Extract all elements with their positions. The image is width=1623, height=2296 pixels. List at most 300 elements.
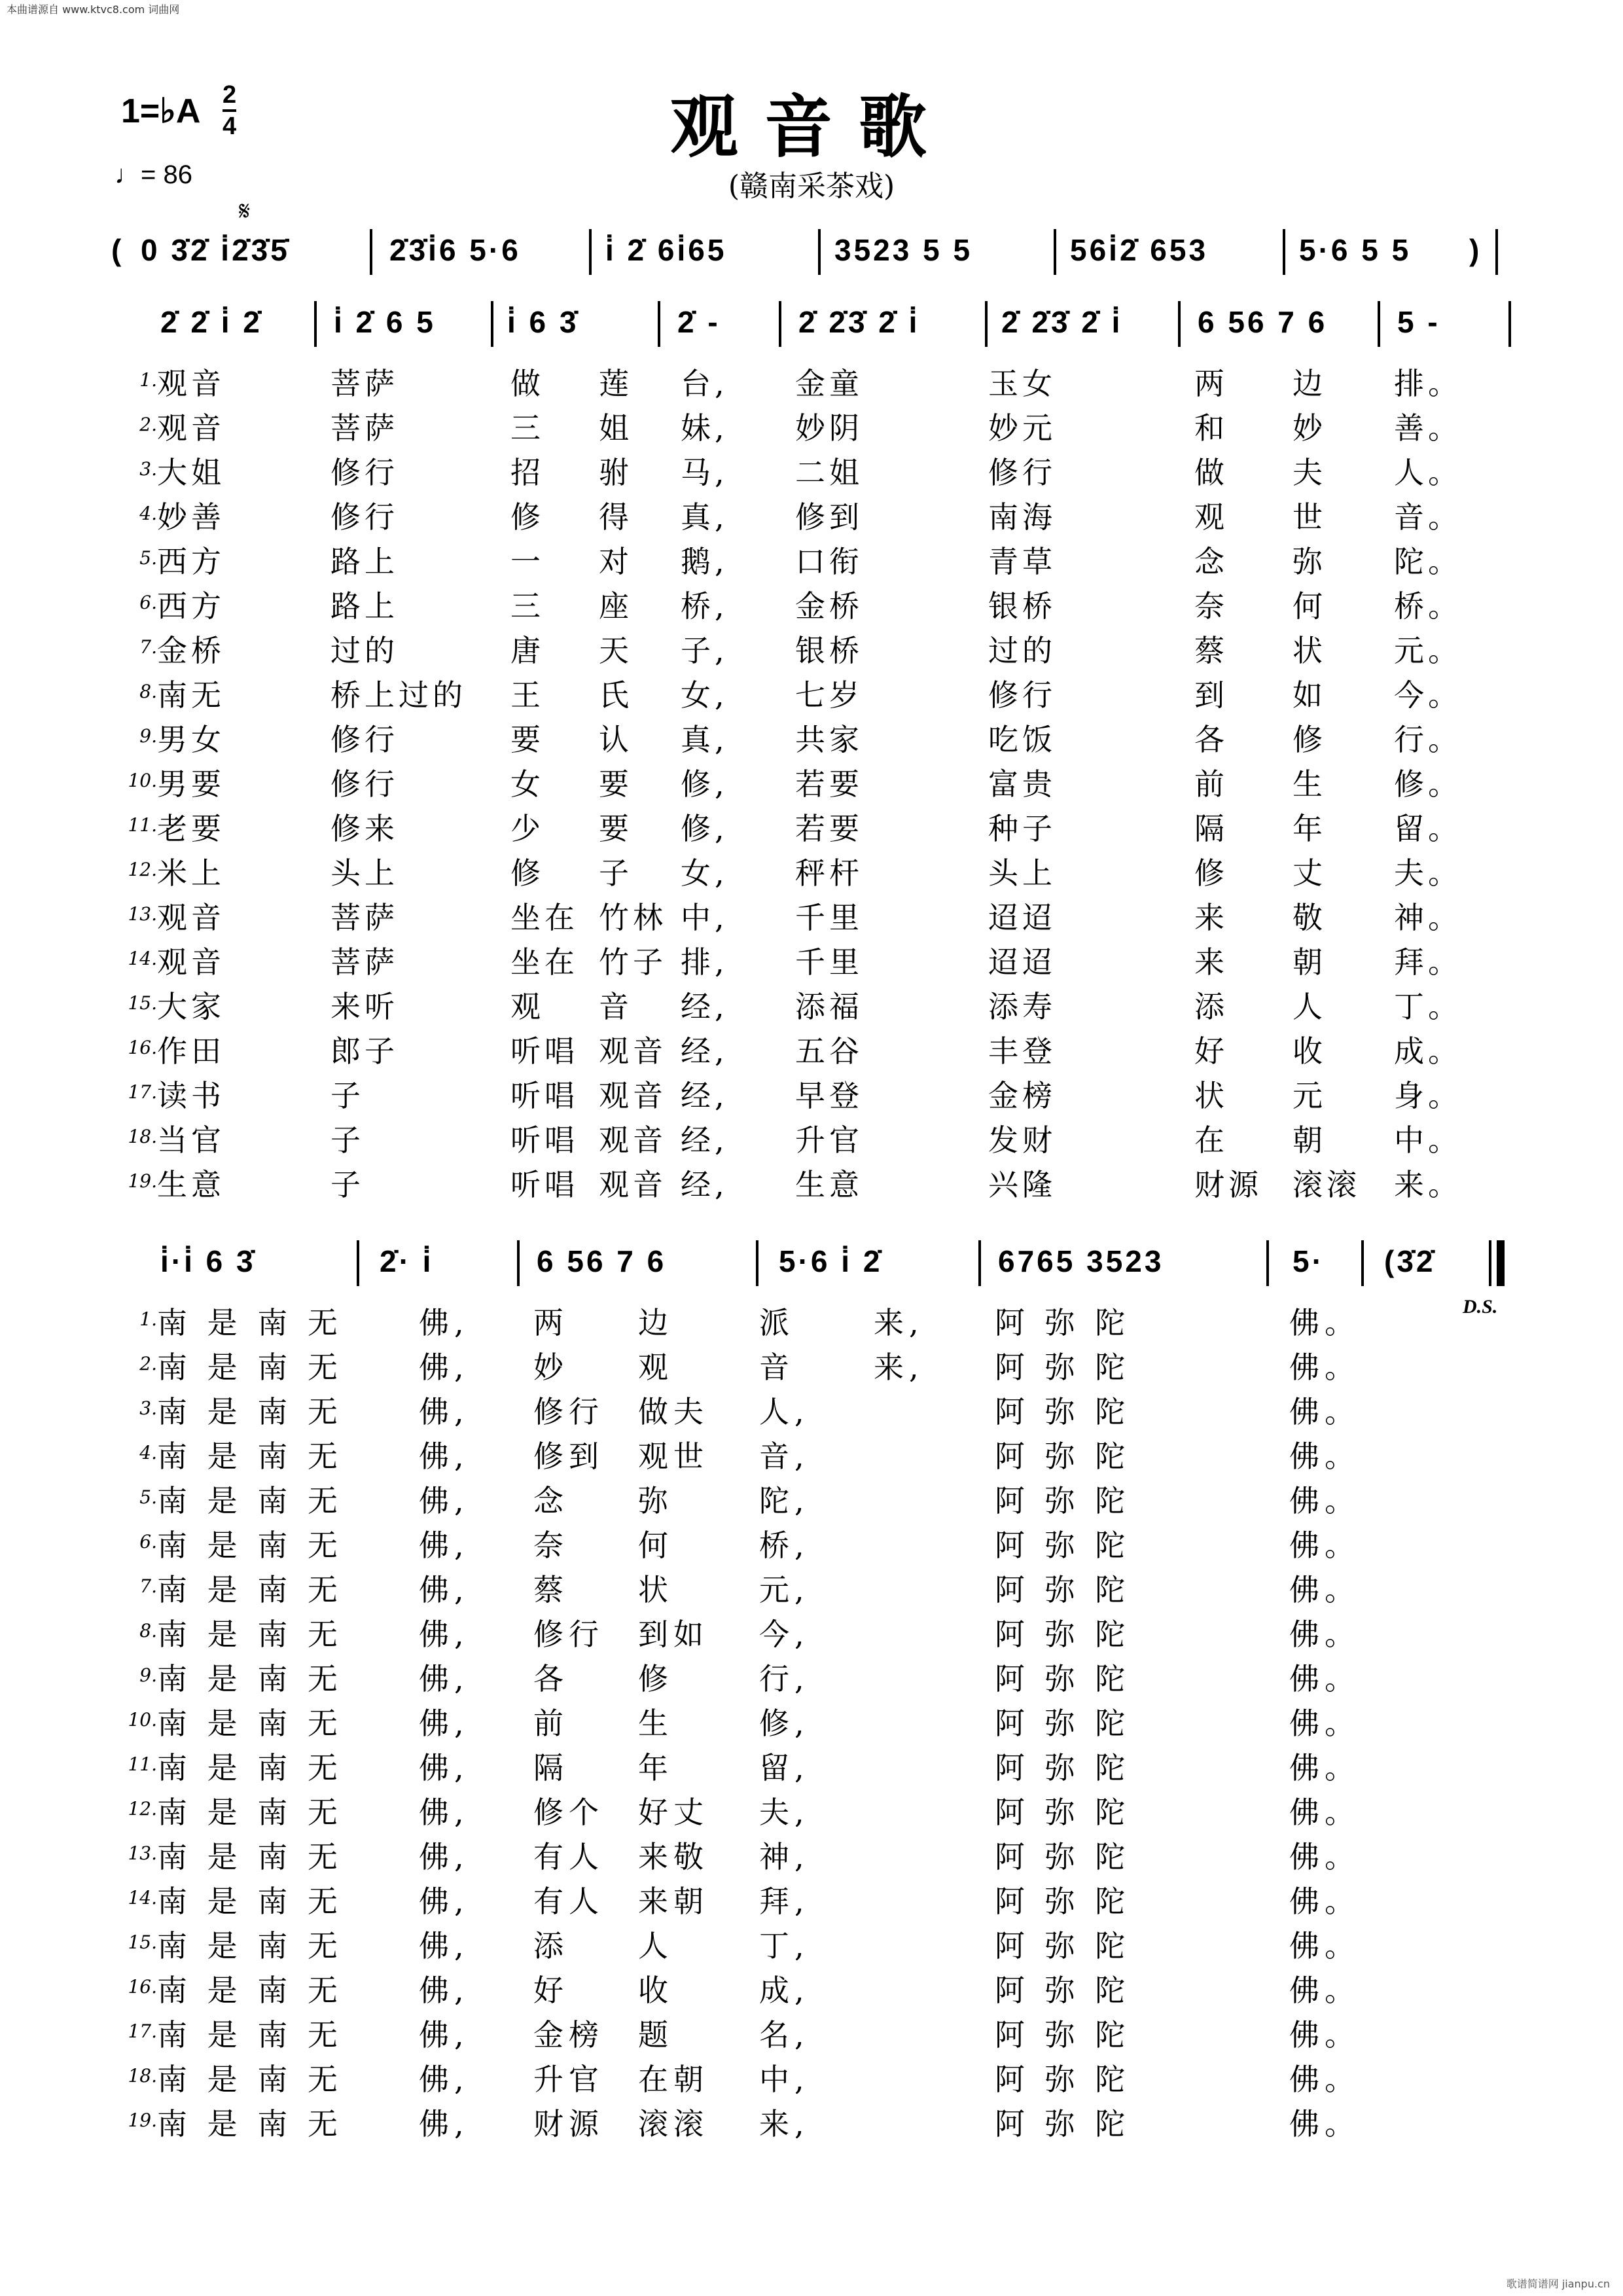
verse-barline bbox=[491, 301, 493, 347]
key-signature: 1=♭A bbox=[121, 92, 201, 130]
chorus-number: 18. bbox=[128, 2065, 157, 2087]
chorus-lyric-cell: 修 bbox=[638, 1661, 673, 1696]
verse-lyric-cell: 拜。 bbox=[1394, 944, 1462, 980]
chorus-lyric-cell: 南 是 南 无 bbox=[157, 1750, 343, 1785]
chorus-melody-bar-6: 5· bbox=[1293, 1244, 1325, 1278]
chorus-lyric-cell: 添 bbox=[533, 1928, 569, 1964]
chorus-lyric-cell: 人, bbox=[759, 1394, 810, 1429]
chorus-lyric-cell: 名, bbox=[759, 2017, 810, 2053]
chorus-lyric-cell: 南 是 南 无 bbox=[157, 1973, 343, 2008]
verse-lyric-cell: 来 bbox=[1194, 944, 1228, 980]
verse-lyric-cell: 修行 bbox=[988, 455, 1056, 490]
intro-bar-1: 0 3̇2̇ i̇2̇3̇5̇ bbox=[141, 233, 290, 267]
chorus-number: 7. bbox=[139, 1575, 157, 1597]
chorus-number: 6. bbox=[139, 1531, 157, 1552]
chorus-lyric-cell: 今, bbox=[759, 1617, 810, 1652]
chorus-lyric-cell: 佛, bbox=[419, 1350, 469, 1385]
chorus-lyric-cell: 阿 弥 陀 bbox=[995, 1394, 1131, 1429]
chorus-melody-bar-7: (3̇2̇ bbox=[1384, 1244, 1436, 1278]
verse-lyric-cell: 经, bbox=[681, 1033, 728, 1069]
chorus-lyric-cell: 佛。 bbox=[1289, 1528, 1360, 1563]
verse-lyric-cell: 口衔 bbox=[795, 544, 863, 579]
verse-lyric-cell: 修, bbox=[681, 766, 728, 802]
verse-lyric-cell: 如 bbox=[1293, 677, 1327, 713]
verse-lyric-cell: 银桥 bbox=[988, 588, 1056, 624]
verse-lyric-cell: 三 bbox=[510, 410, 544, 446]
verse-lyric-cell: 过的 bbox=[330, 633, 399, 668]
verse-lyric-cell: 观音 bbox=[599, 1167, 667, 1202]
chorus-lyric-cell: 南 是 南 无 bbox=[157, 1661, 343, 1696]
verse-melody-bar-8: 5 - bbox=[1397, 305, 1440, 339]
verse-lyric-cell: 人。 bbox=[1394, 455, 1462, 490]
verse-lyric-cell: 年 bbox=[1293, 811, 1327, 846]
verse-lyric-cell: 女, bbox=[681, 855, 728, 891]
verse-number: 5. bbox=[139, 547, 157, 569]
intro-notation bbox=[0, 232, 1623, 291]
chorus-lyric-cell: 修行 bbox=[533, 1394, 604, 1429]
verse-number: 13. bbox=[128, 903, 157, 925]
verse-lyric-cell: 观音 bbox=[599, 1078, 667, 1113]
chorus-lyric-cell: 佛, bbox=[419, 2017, 469, 2053]
verse-lyric-cell: 玉女 bbox=[988, 366, 1056, 401]
chorus-number: 8. bbox=[139, 1620, 157, 1641]
verse-lyric-cell: 银桥 bbox=[795, 633, 863, 668]
verse-lyric-cell: 世 bbox=[1293, 499, 1327, 535]
verse-lyric-cell: 排。 bbox=[1394, 366, 1462, 401]
chorus-lyric-cell: 南 是 南 无 bbox=[157, 1839, 343, 1874]
verse-lyric-cell: 做 bbox=[1194, 455, 1228, 490]
verse-lyric-cell: 子 bbox=[330, 1122, 365, 1158]
verse-lyric-cell: 状 bbox=[1293, 633, 1327, 668]
verse-lyric-cell: 成。 bbox=[1394, 1033, 1462, 1069]
verse-lyric-cell: 丰登 bbox=[988, 1033, 1056, 1069]
verse-lyric-cell: 男女 bbox=[157, 722, 225, 757]
verse-lyric-cell: 坐在 bbox=[510, 944, 579, 980]
verse-lyric-cell: 金榜 bbox=[988, 1078, 1056, 1113]
verse-lyric-cell: 妙 bbox=[1293, 410, 1327, 446]
verse-lyric-cell: 莲 bbox=[599, 366, 633, 401]
verse-lyric-cell: 菩萨 bbox=[330, 410, 399, 446]
chorus-lyric-cell: 阿 弥 陀 bbox=[995, 1706, 1131, 1741]
chorus-lyric-cell: 修行 bbox=[533, 1617, 604, 1652]
verse-lyric-cell: 共家 bbox=[795, 722, 863, 757]
verse-lyric-cell: 朝 bbox=[1293, 944, 1327, 980]
verse-lyric-cell: 听唱 bbox=[510, 1078, 579, 1113]
chorus-number: 2. bbox=[139, 1353, 157, 1374]
chorus-lyric-cell: 丁, bbox=[759, 1928, 810, 1964]
verse-lyric-cell: 大姐 bbox=[157, 455, 225, 490]
verse-lyric-cell: 修。 bbox=[1394, 766, 1462, 802]
verse-melody-bar-7: 6 56 7 6 bbox=[1198, 305, 1328, 339]
chorus-lyric-cell: 佛, bbox=[419, 1305, 469, 1340]
verse-lyric-cell: 修行 bbox=[330, 722, 399, 757]
chorus-number: 10. bbox=[128, 1709, 157, 1731]
verse-lyric-cell: 竹子 bbox=[599, 944, 667, 980]
verse-lyric-cell: 少 bbox=[510, 811, 544, 846]
verse-lyric-cell: 丈 bbox=[1293, 855, 1327, 891]
chorus-melody-bar-2: 2̇· i̇ bbox=[380, 1244, 434, 1278]
chorus-barline bbox=[756, 1240, 758, 1286]
verse-lyric-cell: 西方 bbox=[157, 588, 225, 624]
verse-lyric-cell: 观音 bbox=[599, 1033, 667, 1069]
chorus-lyric-cell: 南 是 南 无 bbox=[157, 2017, 343, 2053]
verse-number: 18. bbox=[128, 1126, 157, 1147]
chorus-melody-bar-3: 6 56 7 6 bbox=[537, 1244, 667, 1278]
verse-lyric-cell: 和 bbox=[1194, 410, 1228, 446]
chorus-lyric-cell: 南 是 南 无 bbox=[157, 1394, 343, 1429]
chorus-lyric-cell: 来朝 bbox=[638, 1884, 709, 1919]
verse-lyric-cell: 观音 bbox=[157, 944, 225, 980]
chorus-lyric-cell: 南 是 南 无 bbox=[157, 1528, 343, 1563]
verse-lyric-cell: 生 bbox=[1293, 766, 1327, 802]
intro-bar-5: 56i̇2̇ 653 bbox=[1070, 233, 1209, 267]
verse-lyric-cell: 南无 bbox=[157, 677, 225, 713]
verse-lyric-cell: 作田 bbox=[157, 1033, 225, 1069]
verse-lyric-cell: 迢迢 bbox=[988, 944, 1056, 980]
chorus-lyric-cell: 南 是 南 无 bbox=[157, 1706, 343, 1741]
verse-lyric-cell: 来。 bbox=[1394, 1167, 1462, 1202]
verse-lyric-cell: 排, bbox=[681, 944, 728, 980]
verse-lyric-cell: 兴隆 bbox=[988, 1167, 1056, 1202]
verse-lyric-cell: 要 bbox=[510, 722, 544, 757]
verse-barline bbox=[985, 301, 988, 347]
intro-barline bbox=[370, 229, 372, 275]
chorus-lyric-cell: 神, bbox=[759, 1839, 810, 1874]
verse-lyric-cell: 西方 bbox=[157, 544, 225, 579]
verse-lyric-cell: 菩萨 bbox=[330, 366, 399, 401]
chorus-lyric-cell: 佛, bbox=[419, 1617, 469, 1652]
verse-lyric-cell: 弥 bbox=[1293, 544, 1327, 579]
chorus-lyric-cell: 何 bbox=[638, 1528, 673, 1563]
verse-lyric-cell: 金桥 bbox=[795, 588, 863, 624]
chorus-lyric-cell: 念 bbox=[533, 1483, 569, 1518]
verse-lyric-cell: 做 bbox=[510, 366, 544, 401]
verse-lyric-cell: 两 bbox=[1194, 366, 1228, 401]
chorus-lyric-cell: 来敬 bbox=[638, 1839, 709, 1874]
segno-sign: 𝄋 bbox=[239, 196, 251, 226]
chorus-lyric-cell: 金榜 bbox=[533, 2017, 604, 2053]
verse-lyric-cell: 金桥 bbox=[157, 633, 225, 668]
chorus-lyric-cell: 阿 弥 陀 bbox=[995, 1305, 1131, 1340]
verse-lyric-cell: 经, bbox=[681, 989, 728, 1024]
verse-lyric-cell: 何 bbox=[1293, 588, 1327, 624]
verse-barline bbox=[314, 301, 317, 347]
verse-number: 7. bbox=[139, 636, 157, 658]
chorus-lyric-cell: 各 bbox=[533, 1661, 569, 1696]
verse-lyric-cell: 生意 bbox=[795, 1167, 863, 1202]
verse-number: 15. bbox=[128, 992, 157, 1014]
verse-lyric-cell: 富贵 bbox=[988, 766, 1056, 802]
verse-lyric-cell: 读书 bbox=[157, 1078, 225, 1113]
verse-lyric-cell: 三 bbox=[510, 588, 544, 624]
verse-lyric-cell: 听唱 bbox=[510, 1033, 579, 1069]
verse-lyric-cell: 男要 bbox=[157, 766, 225, 802]
verse-lyric-cell: 菩萨 bbox=[330, 944, 399, 980]
chorus-lyric-cell: 妙 bbox=[533, 1350, 569, 1385]
chorus-lyric-cell: 桥, bbox=[759, 1528, 810, 1563]
intro-bar-3: i̇ 2̇ 6i̇65 bbox=[605, 233, 727, 267]
verse-lyric-cell: 千里 bbox=[795, 944, 863, 980]
verse-melody-bar-2: i̇ 2̇ 6 5 bbox=[334, 305, 436, 339]
verse-lyric-cell: 来听 bbox=[330, 989, 399, 1024]
verse-lyric-cell: 留。 bbox=[1394, 811, 1462, 846]
verse-lyric-cell: 女 bbox=[510, 766, 544, 802]
intro-open-paren: ( bbox=[111, 233, 124, 267]
chorus-lyric-cell: 观 bbox=[638, 1350, 673, 1385]
intro-bar-2: 2̇3̇i̇6 5·6 bbox=[389, 233, 521, 267]
chorus-lyric-cell: 音 bbox=[759, 1350, 794, 1385]
verse-lyric-cell: 当官 bbox=[157, 1122, 225, 1158]
verse-lyric-cell: 修行 bbox=[330, 499, 399, 535]
verse-lyric-cell: 财源 bbox=[1194, 1167, 1262, 1202]
verse-lyric-cell: 米上 bbox=[157, 855, 225, 891]
meter-top: 2 bbox=[223, 81, 237, 109]
intro-barline bbox=[818, 229, 821, 275]
verse-lyric-cell: 子 bbox=[599, 855, 633, 891]
chorus-lyric-cell: 生 bbox=[638, 1706, 673, 1741]
verse-lyric-cell: 修 bbox=[1194, 855, 1228, 891]
verse-lyric-cell: 元 bbox=[1293, 1078, 1327, 1113]
chorus-lyric-cell: 状 bbox=[638, 1572, 673, 1607]
footer-note: 歌谱简谱网 jianpu.cn bbox=[1506, 2278, 1610, 2290]
verse-lyric-cell: 观音 bbox=[157, 366, 225, 401]
chorus-lyric-cell: 边 bbox=[638, 1305, 673, 1340]
verse-lyric-cell: 修, bbox=[681, 811, 728, 846]
verse-lyric-cell: 中。 bbox=[1394, 1122, 1462, 1158]
chorus-lyric-cell: 佛, bbox=[419, 1750, 469, 1785]
chorus-lyric-cell: 年 bbox=[638, 1750, 673, 1785]
verse-melody-bar-3: i̇ 6 3̇ bbox=[507, 305, 579, 339]
verse-lyric-cell: 修行 bbox=[330, 766, 399, 802]
chorus-lyric-cell: 佛。 bbox=[1289, 1795, 1360, 1830]
verse-lyric-cell: 二姐 bbox=[795, 455, 863, 490]
verse-lyric-cell: 七岁 bbox=[795, 677, 863, 713]
chorus-barline bbox=[1266, 1240, 1269, 1286]
verse-lyric-cell: 神。 bbox=[1394, 900, 1462, 935]
chorus-lyric-cell: 好 bbox=[533, 1973, 569, 2008]
chorus-lyric-cell: 阿 弥 陀 bbox=[995, 2062, 1131, 2097]
verse-lyric-cell: 生意 bbox=[157, 1167, 225, 1202]
final-barline-thick bbox=[1497, 1240, 1505, 1286]
chorus-lyric-cell: 南 是 南 无 bbox=[157, 1439, 343, 1474]
chorus-melody-bar-5: 6765 3523 bbox=[998, 1244, 1164, 1278]
chorus-lyric-cell: 两 bbox=[533, 1305, 569, 1340]
intro-barline bbox=[589, 229, 592, 275]
verse-number: 16. bbox=[128, 1037, 157, 1058]
verse-lyric-cell: 竹林 bbox=[599, 900, 667, 935]
verse-lyric-cell: 观音 bbox=[157, 900, 225, 935]
verse-lyric-cell: 陀。 bbox=[1394, 544, 1462, 579]
verse-lyric-cell: 招 bbox=[510, 455, 544, 490]
verse-lyric-cell: 坐在 bbox=[510, 900, 579, 935]
chorus-lyric-cell: 收 bbox=[638, 1973, 673, 2008]
verse-lyric-cell: 郎子 bbox=[330, 1033, 399, 1069]
verse-lyric-cell: 子, bbox=[681, 633, 728, 668]
verse-lyric-cell: 收 bbox=[1293, 1033, 1327, 1069]
verse-lyric-cell: 桥。 bbox=[1394, 588, 1462, 624]
chorus-lyric-cell: 佛, bbox=[419, 1572, 469, 1607]
chorus-lyric-cell: 佛。 bbox=[1289, 2062, 1360, 2097]
chorus-lyric-cell: 佛。 bbox=[1289, 1617, 1360, 1652]
verse-lyric-cell: 人 bbox=[1293, 989, 1327, 1024]
verse-lyric-cell: 菩萨 bbox=[330, 900, 399, 935]
intro-barline bbox=[1054, 229, 1056, 275]
verse-lyric-cell: 千里 bbox=[795, 900, 863, 935]
verse-lyric-cell: 听唱 bbox=[510, 1167, 579, 1202]
chorus-lyric-cell: 题 bbox=[638, 2017, 673, 2053]
chorus-lyric-cell: 南 是 南 无 bbox=[157, 1483, 343, 1518]
verse-lyric-cell: 秤杆 bbox=[795, 855, 863, 891]
chorus-melody bbox=[0, 1244, 1623, 1318]
verse-lyric-cell: 升官 bbox=[795, 1122, 863, 1158]
chorus-lyric-cell: 人 bbox=[638, 1928, 673, 1964]
chorus-lyric-cell: 阿 弥 陀 bbox=[995, 1795, 1131, 1830]
chorus-lyric-cell: 陀, bbox=[759, 1483, 810, 1518]
verse-lyric-cell: 观 bbox=[1194, 499, 1228, 535]
chorus-lyric-cell: 南 是 南 无 bbox=[157, 1572, 343, 1607]
chorus-lyric-cell: 财源 bbox=[533, 2106, 604, 2142]
chorus-lyric-cell: 好丈 bbox=[638, 1795, 709, 1830]
verse-lyric-cell: 要 bbox=[599, 811, 633, 846]
verse-lyric-cell: 女, bbox=[681, 677, 728, 713]
verse-lyric-cell: 敬 bbox=[1293, 900, 1327, 935]
verse-lyric-cell: 中, bbox=[681, 900, 728, 935]
verse-lyric-cell: 观音 bbox=[157, 410, 225, 446]
verse-lyric-cell: 金童 bbox=[795, 366, 863, 401]
chorus-lyric-cell: 佛。 bbox=[1289, 1305, 1360, 1340]
verse-lyric-cell: 桥, bbox=[681, 588, 728, 624]
chorus-lyric-cell: 南 是 南 无 bbox=[157, 1305, 343, 1340]
chorus-melody-bar-1: i̇·i̇ 6 3̇ bbox=[160, 1244, 256, 1278]
verse-lyric-cell: 一 bbox=[510, 544, 544, 579]
verse-lyric-cell: 子 bbox=[330, 1078, 365, 1113]
chorus-lyric-cell: 阿 弥 陀 bbox=[995, 1973, 1131, 2008]
verse-melody-bar-6: 2̇ 2̇3̇ 2̇ i̇ bbox=[1001, 305, 1123, 339]
chorus-lyric-cell: 滚滚 bbox=[638, 2106, 709, 2142]
chorus-lyric-cell: 佛, bbox=[419, 1839, 469, 1874]
chorus-lyric-cell: 佛。 bbox=[1289, 2106, 1360, 2142]
verse-number: 17. bbox=[128, 1081, 157, 1103]
verse-lyric-cell: 善。 bbox=[1394, 410, 1462, 446]
verse-lyric-cell: 状 bbox=[1194, 1078, 1228, 1113]
source-note: 本曲谱源自 www.ktvc8.com 词曲网 bbox=[7, 3, 180, 16]
chorus-lyric-cell: 前 bbox=[533, 1706, 569, 1741]
chorus-lyric-cell: 佛。 bbox=[1289, 1350, 1360, 1385]
chorus-lyric-cell: 阿 弥 陀 bbox=[995, 1350, 1131, 1385]
chorus-number: 1. bbox=[139, 1308, 157, 1330]
chorus-lyric-cell: 南 是 南 无 bbox=[157, 2106, 343, 2142]
verse-lyric-cell: 对 bbox=[599, 544, 633, 579]
verse-barline bbox=[1178, 301, 1181, 347]
chorus-number: 16. bbox=[128, 1976, 157, 1998]
chorus-lyric-cell: 南 是 南 无 bbox=[157, 1617, 343, 1652]
chorus-lyric-cell: 南 是 南 无 bbox=[157, 1884, 343, 1919]
verse-lyric-cell: 马, bbox=[681, 455, 728, 490]
chorus-lyric-cell: 修, bbox=[759, 1706, 810, 1741]
chorus-number: 12. bbox=[128, 1798, 157, 1820]
chorus-lyric-cell: 阿 弥 陀 bbox=[995, 2106, 1131, 2142]
verse-lyric-cell: 子 bbox=[330, 1167, 365, 1202]
chorus-number: 11. bbox=[128, 1753, 157, 1775]
verse-number: 9. bbox=[139, 725, 157, 747]
verse-barline bbox=[1508, 301, 1511, 347]
verse-number: 1. bbox=[139, 369, 157, 391]
verse-lyric-cell: 隔 bbox=[1194, 811, 1228, 846]
chorus-number: 13. bbox=[128, 1842, 157, 1864]
verse-lyric-cell: 真, bbox=[681, 499, 728, 535]
verse-lyric-cell: 姐 bbox=[599, 410, 633, 446]
verse-lyric-cell: 得 bbox=[599, 499, 633, 535]
verse-number: 14. bbox=[128, 948, 157, 969]
chorus-lyric-cell: 佛, bbox=[419, 1661, 469, 1696]
verse-lyric-cell: 奈 bbox=[1194, 588, 1228, 624]
verse-lyric-cell: 各 bbox=[1194, 722, 1228, 757]
verse-lyric-cell: 头上 bbox=[330, 855, 399, 891]
intro-barline bbox=[1283, 229, 1285, 275]
chorus-lyric-cell: 弥 bbox=[638, 1483, 673, 1518]
chorus-lyric-cell: 佛。 bbox=[1289, 1750, 1360, 1785]
verse-lyric-cell: 在 bbox=[1194, 1122, 1228, 1158]
verse-lyric-cell: 真, bbox=[681, 722, 728, 757]
verse-barline bbox=[1378, 301, 1380, 347]
verse-melody-bar-4: 2̇ - bbox=[677, 305, 721, 339]
chorus-lyric-cell: 阿 弥 陀 bbox=[995, 1884, 1131, 1919]
chorus-lyric-cell: 中, bbox=[759, 2062, 810, 2097]
chorus-lyrics bbox=[0, 1299, 1623, 2215]
verse-lyric-cell: 音。 bbox=[1394, 499, 1462, 535]
chorus-number: 4. bbox=[139, 1442, 157, 1463]
verse-number: 10. bbox=[128, 770, 157, 791]
verse-lyric-cell: 今。 bbox=[1394, 677, 1462, 713]
chorus-lyric-cell: 佛。 bbox=[1289, 1884, 1360, 1919]
chorus-barline bbox=[1361, 1240, 1364, 1286]
verse-lyric-cell: 天 bbox=[599, 633, 633, 668]
chorus-lyric-cell: 佛, bbox=[419, 1439, 469, 1474]
chorus-lyric-cell: 佛。 bbox=[1289, 1483, 1360, 1518]
verse-lyric-cell: 吃饭 bbox=[988, 722, 1056, 757]
verse-lyric-cell: 南海 bbox=[988, 499, 1056, 535]
verse-lyric-cell: 添寿 bbox=[988, 989, 1056, 1024]
chorus-barline bbox=[357, 1240, 359, 1286]
verse-lyric-cell: 修到 bbox=[795, 499, 863, 535]
verse-number: 19. bbox=[128, 1170, 157, 1192]
verse-lyric-cell: 听唱 bbox=[510, 1122, 579, 1158]
verse-number: 11. bbox=[128, 814, 157, 836]
chorus-lyric-cell: 佛, bbox=[419, 1706, 469, 1741]
verse-lyric-cell: 妙阴 bbox=[795, 410, 863, 446]
chorus-lyric-cell: 佛, bbox=[419, 1884, 469, 1919]
verse-number: 6. bbox=[139, 592, 157, 613]
verse-lyric-cell: 夫。 bbox=[1394, 855, 1462, 891]
song-subtitle: (赣南采茶戏) bbox=[728, 170, 895, 203]
verse-lyric-cell: 五谷 bbox=[795, 1033, 863, 1069]
chorus-lyric-cell: 拜, bbox=[759, 1884, 810, 1919]
verse-number: 12. bbox=[128, 859, 157, 880]
verse-lyric-cell: 头上 bbox=[988, 855, 1056, 891]
verse-lyric-cell: 台, bbox=[681, 366, 728, 401]
chorus-lyric-cell: 夫, bbox=[759, 1795, 810, 1830]
chorus-lyric-cell: 佛, bbox=[419, 1973, 469, 2008]
verse-lyric-cell: 修 bbox=[510, 499, 544, 535]
verse-melody-bar-1: 2̇ 2̇ i̇ 2̇ bbox=[160, 305, 262, 339]
verse-lyric-cell: 夫 bbox=[1293, 455, 1327, 490]
verse-lyric-cell: 过的 bbox=[988, 633, 1056, 668]
chorus-lyric-cell: 观世 bbox=[638, 1439, 709, 1474]
chorus-lyric-cell: 佛, bbox=[419, 1483, 469, 1518]
chorus-lyric-cell: 佛, bbox=[419, 2062, 469, 2097]
chorus-number: 15. bbox=[128, 1931, 157, 1953]
verse-number: 4. bbox=[139, 503, 157, 524]
